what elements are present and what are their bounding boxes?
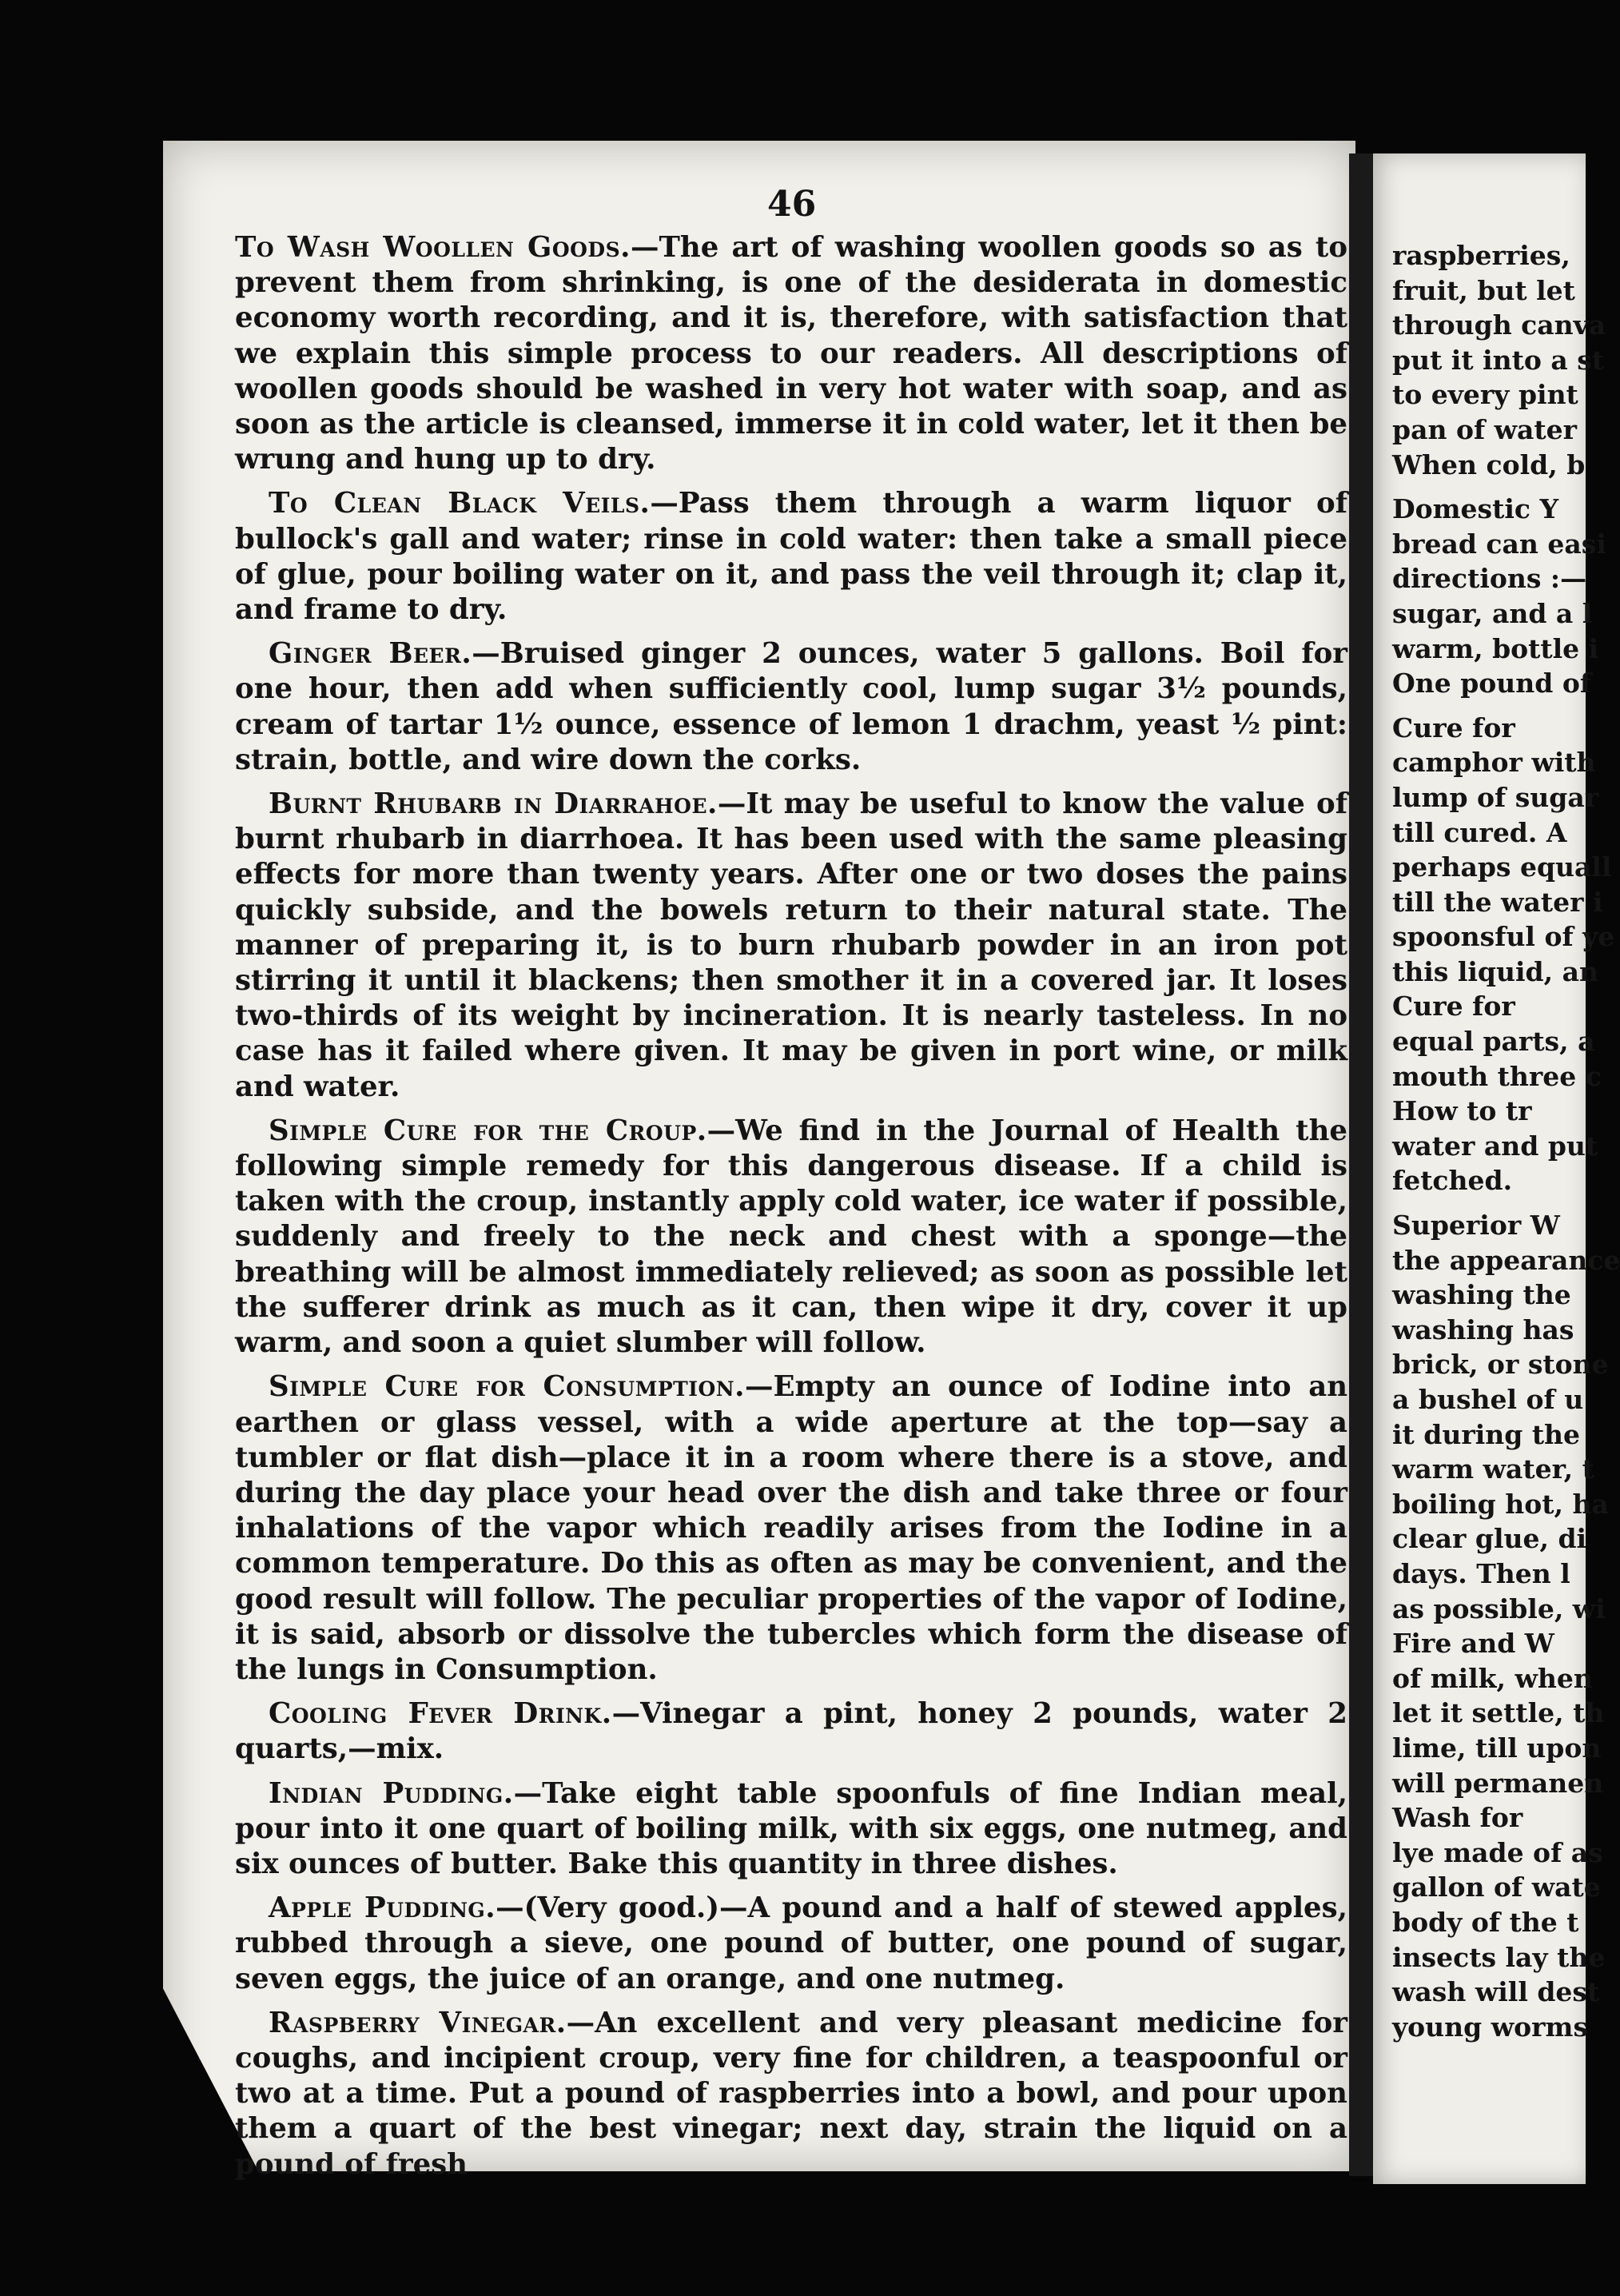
recipe-heading: To Clean Black Veils.	[269, 487, 651, 520]
right-page-line: Cure for	[1392, 991, 1515, 1022]
recipe-heading: Ginger Beer.	[269, 637, 472, 671]
right-page-line: pan of water	[1392, 413, 1578, 445]
recipe-heading: Indian Pudding.	[269, 1776, 514, 1810]
recipe-body: —Pass them through a warm liquor of bullock's gall and water; rinse in cold water: then take a small piece of glue, pour boiling water on it, and pass the veil through it; clap it, and frame to dry.	[235, 487, 1347, 627]
right-page-line: days. Then l	[1392, 1557, 1570, 1589]
right-page-line: to every pint	[1392, 379, 1578, 411]
recipe-body: —An excellent and very pleasant medicine for coughs, and incipient croup, very fine for children, a teaspoonful or two at a time. Put a pound of raspberries into a bowl, and pour upon them a quart of the best vinegar; next day, strain the liquid on a pound of fresh	[235, 2006, 1347, 2181]
right-page-line: will permanen	[1392, 1767, 1604, 1799]
right-page-line: warm water, t	[1392, 1453, 1594, 1485]
recipe-entry	[235, 486, 1347, 628]
recipe-heading: Simple Cure for Consumption.	[269, 1370, 745, 1404]
recipe-heading: Burnt Rhubarb in Diarrahoe.	[269, 787, 718, 821]
recipe-heading: Simple Cure for the Croup.	[269, 1114, 707, 1147]
recipe-entry	[235, 636, 1347, 778]
recipe-body: —(Very good.)—A pound and a half of stewed apples, rubbed through a sieve, one pound of butter, one pound of sugar, seven eggs, the juice of an orange, and one nutmeg.	[235, 1891, 1347, 1995]
recipe-entry	[235, 1776, 1347, 1883]
recipe-entry	[235, 2006, 1347, 2182]
right-page-line: body of the t	[1392, 1906, 1579, 1938]
right-page-line: lime, till upon	[1392, 1732, 1602, 1764]
right-page-line: camphor with	[1392, 747, 1596, 779]
right-page-line: spoonsful of ye	[1392, 921, 1615, 953]
recipe-entry	[235, 1114, 1347, 1361]
right-page-line: directions :—	[1392, 563, 1587, 595]
right-page-line: put it into a st	[1392, 344, 1605, 376]
page-number: 46	[767, 184, 817, 225]
right-page-line: equal parts, a	[1392, 1026, 1595, 1058]
recipe-body: —Vinegar a pint, honey 2 pounds, water 2 quarts,—mix.	[235, 1697, 1347, 1766]
right-page-line: Domestic Y	[1392, 493, 1559, 525]
right-page-line: sugar, and a l	[1392, 597, 1593, 629]
recipe-body: —Take eight table spoonfuls of fine Indian meal, pour into it one quart of boiling milk, with six eggs, one nutmeg, and six ounces of butter. Bake this quantity in three dishes.	[235, 1776, 1347, 1880]
right-page-line: perhaps equall	[1392, 851, 1612, 883]
right-page-line: clear glue, di	[1392, 1523, 1587, 1555]
recipe-body: —The art of washing woollen goods so as to prevent them from shrinking, is one of the desiderata in domestic economy worth recording, and it is, therefore, with satisfaction that we explain this simple process to our readers. All descriptions of woollen goods should be washed in very hot water with soap, and as soon as the article is cleansed, immerse it in cold water, let it then be wrung and hung up to dry.	[235, 231, 1347, 476]
right-page-line: boiling hot, ha	[1392, 1488, 1609, 1520]
right-page-line: lye made of as	[1392, 1836, 1603, 1868]
recipe-entry	[235, 1369, 1347, 1688]
right-page-line: insects lay the	[1392, 1941, 1606, 1973]
right-page-line	[1392, 1198, 1600, 1208]
left-page-text	[235, 230, 1348, 2181]
right-page-line: mouth three c	[1392, 1060, 1602, 1092]
right-page-line: water and put	[1392, 1130, 1598, 1162]
right-page-line: till the water i	[1392, 886, 1603, 918]
right-page-line: of milk, when	[1392, 1662, 1593, 1694]
right-page-line: When cold, b	[1392, 448, 1586, 480]
recipe-entry	[235, 1891, 1347, 1997]
right-page-line: as possible, wi	[1392, 1592, 1606, 1624]
right-page-line: a bushel of u	[1392, 1384, 1584, 1415]
right-page-line: brick, or stone	[1392, 1349, 1609, 1381]
right-page-line: wash will dest	[1392, 1976, 1600, 2008]
right-page-line: One pound of	[1392, 668, 1592, 700]
right-page-line: Wash for	[1392, 1802, 1523, 1834]
right-page-line: How to tr	[1392, 1095, 1532, 1127]
recipe-body: —We find in the Journal of Health the following simple remedy for this dangerous disease. If a child is taken with the croup, instantly apply cold water, ice water if possible, suddenly and freely to the neck and chest with a sponge—the breathing will be almost immediately relieved; as soon as possible let the sufferer drink as much as it can, then wipe it dry, cover it up warm, and soon a quiet slumber will follow.	[235, 1114, 1347, 1360]
recipe-body: —It may be useful to know the value of burnt rhubarb in diarrhoea. It has been used with the same pleasing effects for more than twenty years. After one or two doses the pains quickly subside, and the bowels return to their natural state. The manner of preparing it, is to burn rhubarb powder in an iron pot stirring it until it blackens; then smother it in a covered jar. It loses two-thirds of its weight by incineration. It is nearly tasteless. In no case has it failed where given. It may be given in port wine, or milk and water.	[235, 787, 1347, 1103]
right-page-line: raspberries,	[1392, 240, 1570, 271]
right-page-line: the appearance	[1392, 1244, 1620, 1276]
right-page-line: bread can easi	[1392, 528, 1606, 560]
book-gutter	[1349, 153, 1373, 2176]
right-page-line: Fire and W	[1392, 1628, 1554, 1660]
recipe-body: —Bruised ginger 2 ounces, water 5 gallons. Boil for one hour, then add when sufficiently cool, lump sugar 3½ pounds, cream of tartar 1½ ounce, essence of lemon 1 drachm, yeast ½ pint: strain, bottle, and wire down the corks.	[235, 637, 1348, 776]
right-page-line: till cured. A	[1392, 816, 1567, 848]
recipe-heading: Raspberry Vinegar.	[269, 2006, 567, 2039]
right-page-line: gallon of wate	[1392, 1871, 1601, 1903]
right-page-line: young worms	[1392, 2011, 1589, 2043]
right-page-line: Cure for	[1392, 712, 1515, 743]
recipe-entry	[235, 1696, 1347, 1767]
right-page-line	[1392, 701, 1600, 711]
right-page-line: washing has	[1392, 1313, 1574, 1345]
recipe-body: —Empty an ounce of Iodine into an earthen or glass vessel, with a wide aperture at the top—say a tumbler or flat dish—place it in a room where there is a stove, and during the day place your head over the dish and take three or four inhalations of the vapor which readily arises from the Iodine in a common temperature. Do this as often as may be convenient, and the good result will follow. The peculiar properties of the vapor of Iodine, it is said, absorb or dissolve the tubercles which form the disease of the lungs in Consumption.	[235, 1370, 1348, 1686]
right-page-line: fruit, but let	[1392, 274, 1575, 306]
right-page-line: warm, bottle i	[1392, 632, 1599, 664]
right-page-line: it during the	[1392, 1418, 1581, 1450]
right-page-line: let it settle, th	[1392, 1697, 1605, 1729]
right-page-line: through canva	[1392, 309, 1606, 341]
right-page-line: washing the	[1392, 1279, 1571, 1311]
recipe-heading: To Wash Woollen Goods.	[235, 231, 631, 264]
recipe-entry	[235, 787, 1347, 1105]
right-page-line	[1392, 482, 1600, 492]
right-page-text	[1392, 238, 1620, 2044]
right-page-line: lump of sugar	[1392, 781, 1599, 813]
recipe-heading: Apple Pudding.	[269, 1891, 496, 1925]
right-page-line: this liquid, an	[1392, 955, 1598, 987]
right-page-line: fetched.	[1392, 1165, 1513, 1197]
right-page-line: Superior W	[1392, 1210, 1560, 1242]
recipe-heading: Cooling Fever Drink.	[269, 1697, 612, 1731]
recipe-entry	[235, 230, 1347, 477]
